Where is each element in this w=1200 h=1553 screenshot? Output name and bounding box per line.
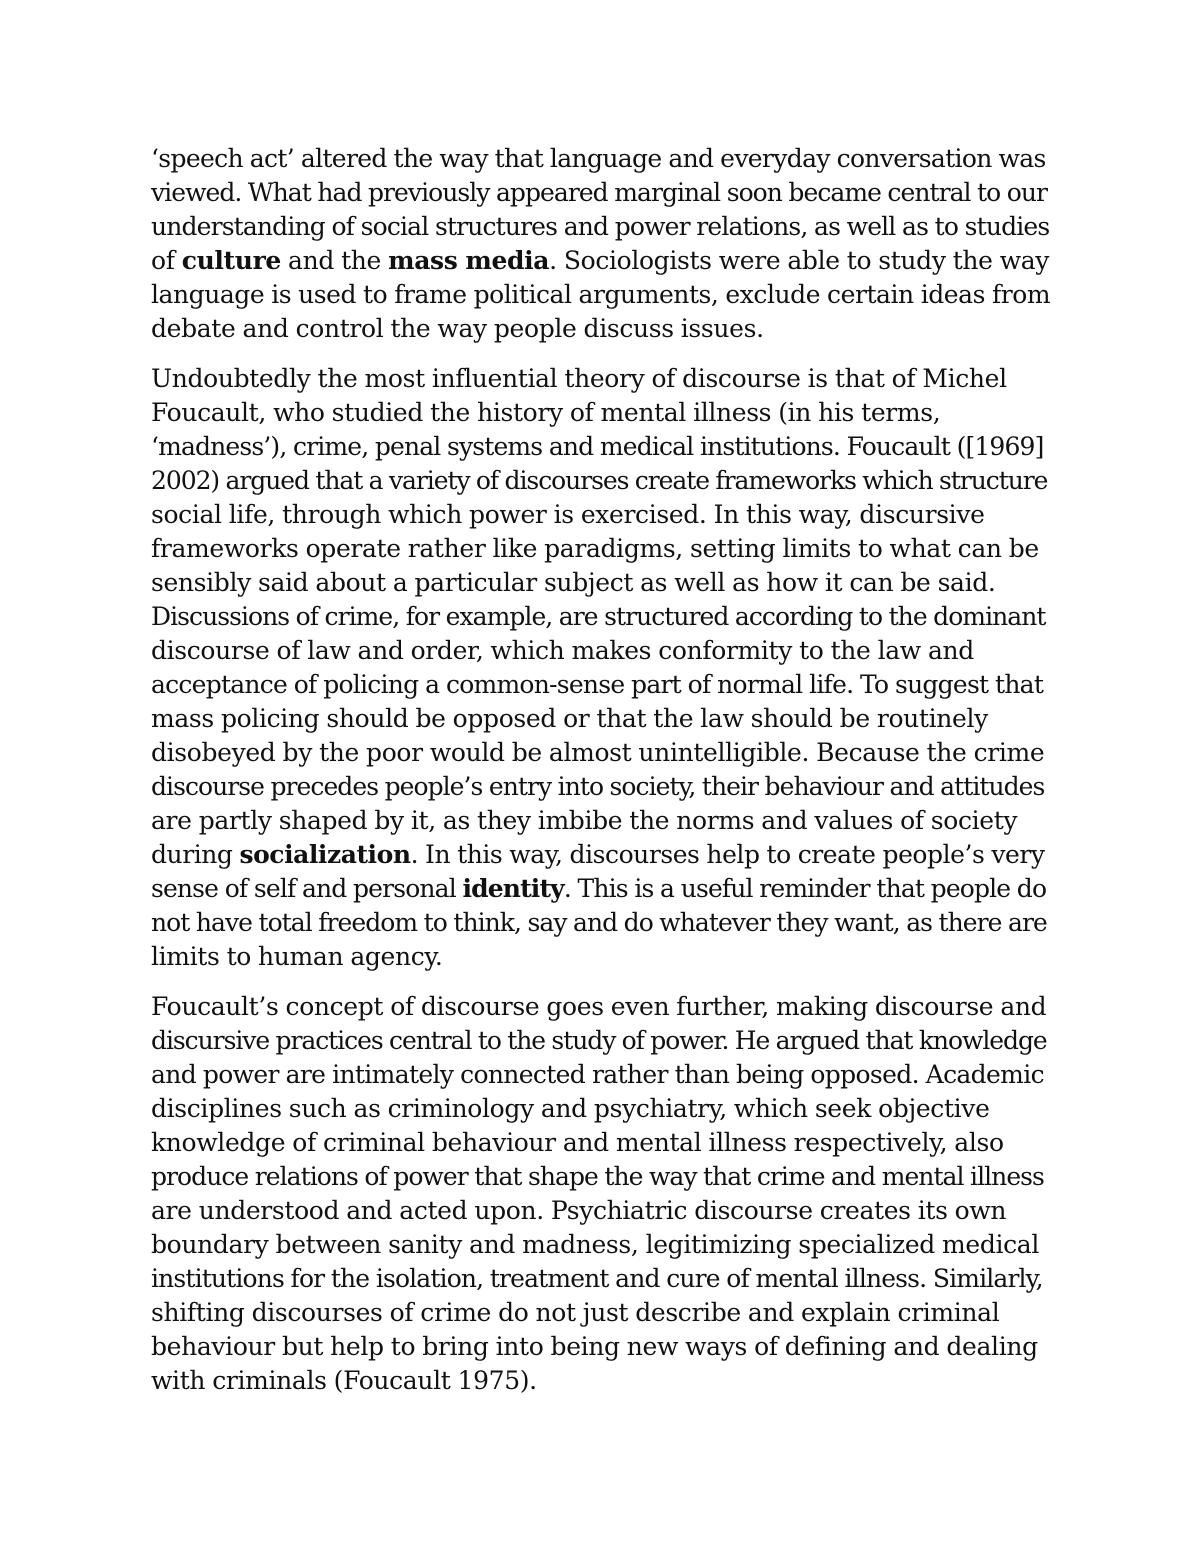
text-line bbox=[151, 1160, 1050, 1194]
text-line bbox=[151, 1228, 1050, 1262]
text-run: and power are intimately connected rather than being opposed. Academic bbox=[151, 1060, 1044, 1089]
text-run: frameworks operate rather like paradigms, setting limits to what can be bbox=[151, 534, 1039, 563]
text-run: language is used to frame political arguments, exclude certain ideas from bbox=[151, 280, 1051, 309]
paragraph bbox=[151, 362, 1050, 974]
text-run: understanding of social structures and power relations, as well as to studies bbox=[151, 212, 1050, 241]
text-line bbox=[151, 312, 1050, 346]
text-line bbox=[151, 1126, 1050, 1160]
text-line bbox=[151, 532, 1050, 566]
text-line bbox=[151, 634, 1050, 668]
text-run: disobeyed by the poor would be almost unintelligible. Because the crime bbox=[151, 738, 1045, 767]
text-run: Foucault’s concept of discourse goes even further, making discourse and bbox=[151, 992, 1047, 1021]
body-text bbox=[151, 142, 1050, 1398]
text-line bbox=[151, 176, 1050, 210]
text-run: are understood and acted upon. Psychiatric discourse creates its own bbox=[151, 1196, 1007, 1225]
text-run: . This is a useful reminder that people do bbox=[563, 874, 1047, 903]
text-line bbox=[151, 1058, 1050, 1092]
text-line bbox=[151, 702, 1050, 736]
text-run: shifting discourses of crime do not just describe and explain criminal bbox=[151, 1298, 1000, 1327]
text-line bbox=[151, 1194, 1050, 1228]
text-line bbox=[151, 362, 1050, 396]
text-line bbox=[151, 940, 1050, 974]
text-line bbox=[151, 498, 1050, 532]
text-line bbox=[151, 1296, 1050, 1330]
text-line bbox=[151, 244, 1050, 278]
text-run: are partly shaped by it, as they imbibe the norms and values of society bbox=[151, 806, 1018, 835]
text-run: discursive practices central to the study of power. He argued that knowledge bbox=[151, 1026, 1047, 1055]
paragraph bbox=[151, 990, 1050, 1398]
text-run: ‘madness’), crime, penal systems and medical institutions. Foucault ([1969] bbox=[151, 432, 1044, 461]
text-run: acceptance of policing a common-sense part of normal life. To suggest that bbox=[151, 670, 1044, 699]
text-line bbox=[151, 142, 1050, 176]
text-line bbox=[151, 1330, 1050, 1364]
text-run: sense of self and personal bbox=[151, 874, 463, 903]
text-line bbox=[151, 600, 1050, 634]
text-run: Undoubtedly the most influential theory of discourse is that of Michel bbox=[151, 364, 1007, 393]
text-run: Foucault, who studied the history of mental illness (in his terms, bbox=[151, 398, 941, 427]
text-run: with criminals (Foucault 1975). bbox=[151, 1366, 537, 1395]
text-line bbox=[151, 430, 1050, 464]
text-run: mass policing should be opposed or that the law should be routinely bbox=[151, 704, 988, 733]
bold-term: mass media bbox=[388, 246, 550, 275]
text-line bbox=[151, 566, 1050, 600]
text-line bbox=[151, 770, 1050, 804]
text-run: viewed. What had previously appeared marginal soon became central to our bbox=[151, 178, 1048, 207]
paragraph bbox=[151, 142, 1050, 346]
bold-term: identity bbox=[462, 874, 564, 903]
text-line bbox=[151, 278, 1050, 312]
text-run: disciplines such as criminology and psychiatry, which seek objective bbox=[151, 1094, 990, 1123]
text-run: institutions for the isolation, treatment and cure of mental illness. Similarly, bbox=[151, 1264, 1043, 1293]
text-line bbox=[151, 838, 1050, 872]
text-line bbox=[151, 990, 1050, 1024]
text-run: 2002) argued that a variety of discourses create frameworks which structure bbox=[151, 466, 1048, 495]
text-run: debate and control the way people discuss issues. bbox=[151, 314, 764, 343]
text-run: not have total freedom to think, say and do whatever they want, as there are bbox=[151, 908, 1047, 937]
text-line bbox=[151, 906, 1050, 940]
text-line bbox=[151, 804, 1050, 838]
text-run: produce relations of power that shape the way that crime and mental illness bbox=[151, 1162, 1044, 1191]
text-line bbox=[151, 210, 1050, 244]
text-run: social life, through which power is exercised. In this way, discursive bbox=[151, 500, 985, 529]
text-run: and the bbox=[280, 246, 389, 275]
text-run: of bbox=[151, 246, 182, 275]
text-line bbox=[151, 396, 1050, 430]
text-run: Discussions of crime, for example, are structured according to the dominant bbox=[151, 602, 1046, 631]
text-line bbox=[151, 464, 1050, 498]
text-run: . Sociologists were able to study the way bbox=[549, 246, 1050, 275]
text-run: limits to human agency. bbox=[151, 942, 443, 971]
text-line bbox=[151, 1092, 1050, 1126]
text-line bbox=[151, 736, 1050, 770]
text-run: during bbox=[151, 840, 240, 869]
text-run: behaviour but help to bring into being new ways of defining and dealing bbox=[151, 1332, 1038, 1361]
text-run: discourse precedes people’s entry into society, their behaviour and attitudes bbox=[151, 772, 1045, 801]
text-line bbox=[151, 1262, 1050, 1296]
text-run: knowledge of criminal behaviour and mental illness respectively, also bbox=[151, 1128, 1004, 1157]
text-run: sensibly said about a particular subject as well as how it can be said. bbox=[151, 568, 996, 597]
text-line bbox=[151, 1364, 1050, 1398]
text-line bbox=[151, 1024, 1050, 1058]
text-line bbox=[151, 872, 1050, 906]
bold-term: socialization bbox=[239, 840, 411, 869]
text-run: discourse of law and order, which makes conformity to the law and bbox=[151, 636, 974, 665]
text-run: boundary between sanity and madness, legitimizing specialized medical bbox=[151, 1230, 1039, 1259]
bold-term: culture bbox=[181, 246, 281, 275]
text-run: . In this way, discourses help to create people’s very bbox=[410, 840, 1045, 869]
text-line bbox=[151, 668, 1050, 702]
text-run: ‘speech act’ altered the way that language and everyday conversation was bbox=[151, 144, 1046, 173]
